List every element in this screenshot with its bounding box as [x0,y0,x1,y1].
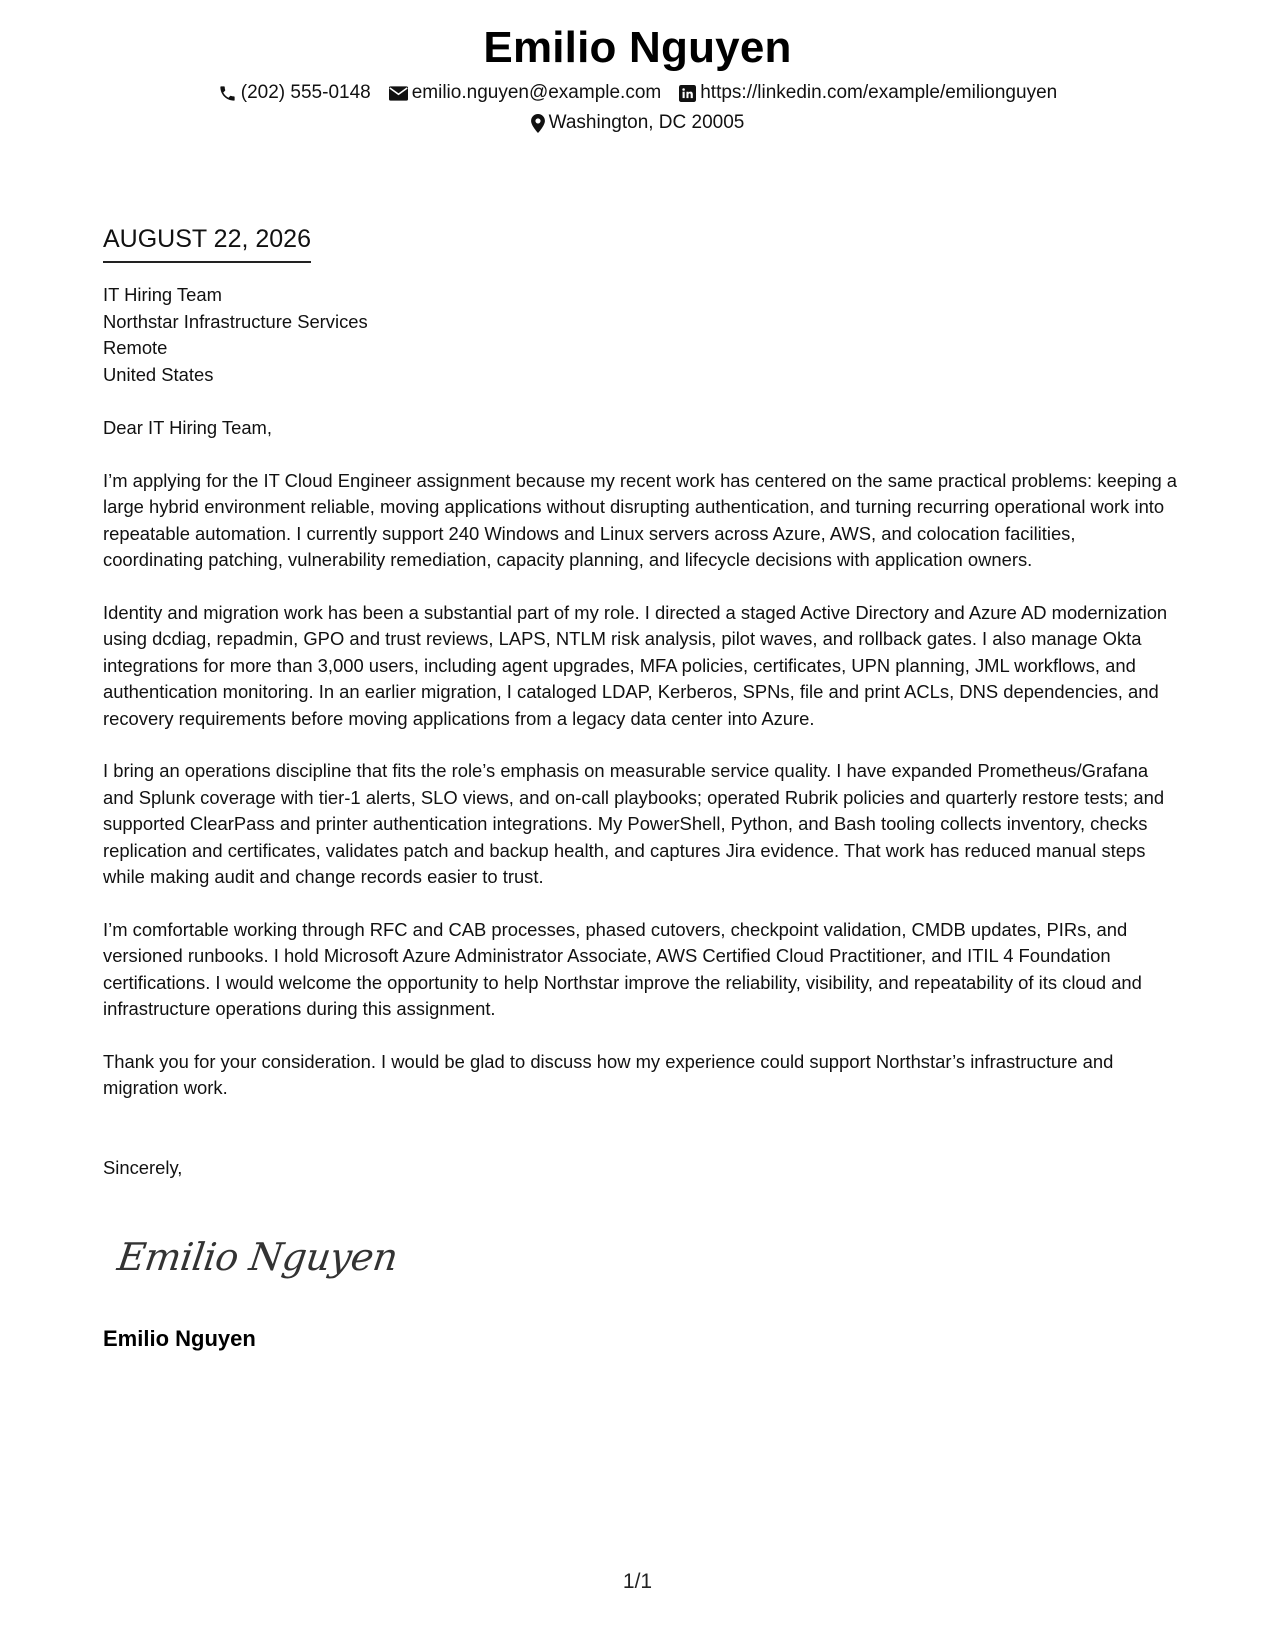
letter-date: AUGUST 22, 2026 [103,222,311,263]
recipient-address [103,282,1178,388]
letter-header [0,18,1275,138]
recipient-line: United States [103,363,214,385]
recipient-line: Northstar Infrastructure Services [103,310,368,332]
recipient-line: IT Hiring Team [103,284,222,305]
contact-row [0,78,1275,108]
body-paragraph: Identity and migration work has been a substantial part of my role. I directed a staged Active Directory and Azure AD modernization using dcdiag, repadmin, GPO and trust reviews, LAPS, NTLM risk analysis, pilot waves, and rollback gates. I also manage Okta integrations for more than 3,000 users, including agent upgrades, MFA policies, certificates, UPN planning, JML workflows, and authentication monitoring. In an earlier migration, I cataloged LDAP, Kerberos, SPNs, file and print ACLs, DNS dependencies, and recovery requirements before moving applications from a legacy data center into Azure. [103,601,1168,729]
recipient-line: Remote [103,337,168,358]
email-link[interactable]: emilio.nguyen@example.com [411,82,662,103]
contact-location [531,108,745,138]
map-pin-icon [531,114,545,133]
contact-linkedin[interactable] [679,78,1057,108]
signer-name: Emilio Nguyen [103,1326,256,1351]
linkedin-icon [679,85,696,102]
location-text: Washington, DC 20005 [548,112,745,133]
body-paragraph: Thank you for your consideration. I would be glad to discuss how my experience could support Northstar’s infrastructure and migration work. [103,1050,1114,1098]
letter-body [103,282,1178,1181]
contact-email[interactable] [389,78,662,108]
closing: Sincerely, [103,1156,183,1178]
letter-date-block [103,222,311,263]
linkedin-link[interactable]: https://linkedin.com/example/emilionguyen [700,82,1058,103]
page-number: 1/1 [622,1570,653,1593]
contact-phone [218,78,371,108]
applicant-name: Emilio Nguyen [483,23,792,72]
body-paragraph: I’m comfortable working through RFC and CAB processes, phased cutovers, checkpoint validation, CMDB updates, PIRs, and versioned runbooks. I hold Microsoft Azure Administrator Associate, AWS Certified Cloud Practitioner, and ITIL 4 Foundation certifications. I would welcome the opportunity to help Northstar improve the reliability, visibility, and repeatability of its cloud and infrastructure operations during this assignment. [103,918,1142,1019]
salutation: Dear IT Hiring Team, [103,417,272,438]
location-row [0,108,1275,138]
handwritten-signature: Emilio Nguyen [114,1235,401,1279]
phone-text: (202) 555-0148 [240,82,371,103]
phone-icon [218,84,237,103]
body-paragraph: I bring an operations discipline that fits the role’s emphasis on measurable service quality. I have expanded Prometheus/Grafana and Splunk coverage with tier-1 alerts, SLO views, and on-call playbooks; operated Rubrik policies and quarterly restore tests; and supported ClearPass and printer authentication integrations. My PowerShell, Python, and Bash tooling collects inventory, checks replication and certificates, validates patch and backup health, and captures Jira evidence. That work has reduced manual steps while making audit and change records easier to trust. [103,760,1165,887]
envelope-icon [389,86,408,101]
body-paragraph: I’m applying for the IT Cloud Engineer assignment because my recent work has centered on the same practical problems: keeping a large hybrid environment reliable, moving applications without disrupting authentication, and turning recurring operational work into repeatable automation. I currently support 240 Windows and Linux servers across Azure, AWS, and colocation facilities, coordinating patching, vulnerability remediation, capacity planning, and lifecycle decisions with application owners. [103,469,1178,570]
